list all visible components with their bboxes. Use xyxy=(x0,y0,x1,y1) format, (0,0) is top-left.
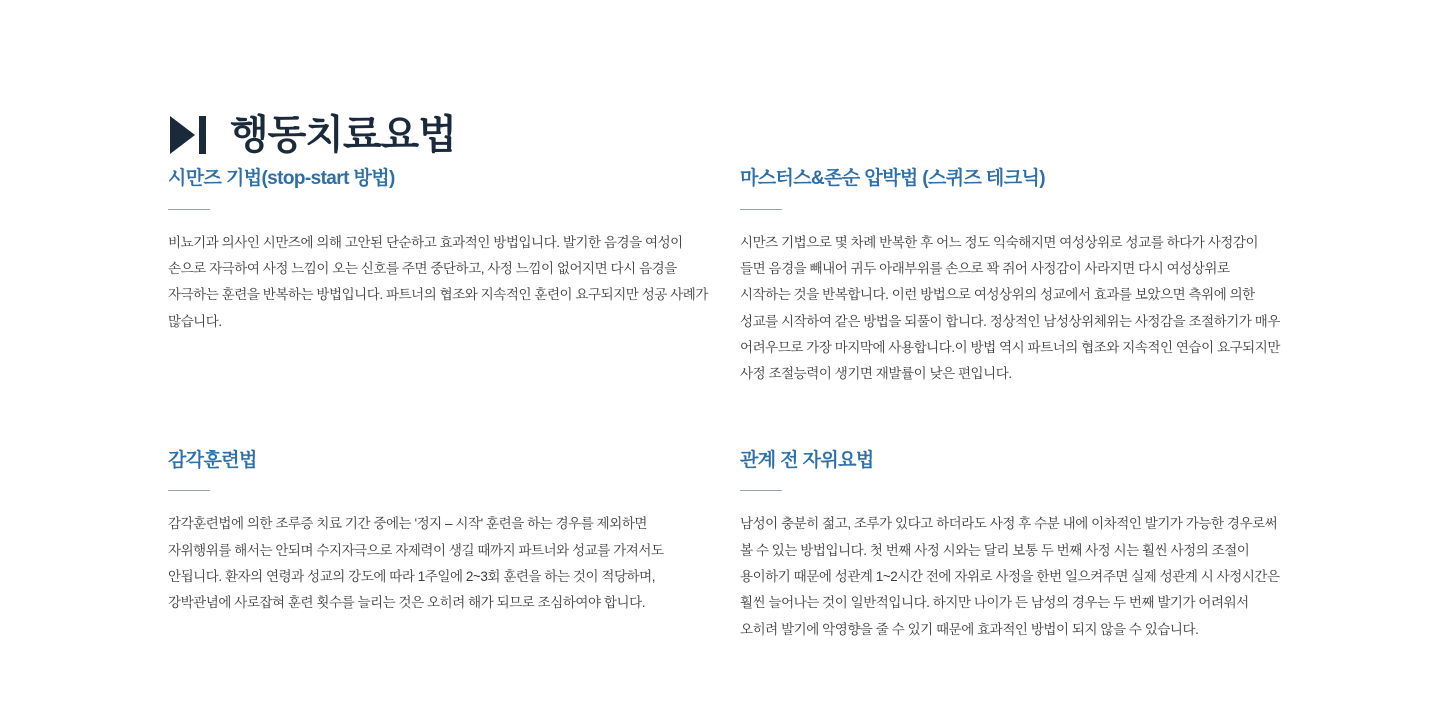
section-card xyxy=(740,168,1280,388)
section-body: 남성이 충분히 젊고, 조루가 있다고 하더라도 사정 후 수분 내에 이차적인 발기가 가능한 경우로써 볼 수 있는 방법입니다. 첫 번째 사정 시와는 달리 보통 두 번째 사정 시는 훨씬 사정의 조절이 용이하기 때문에 성관계 1~2시간 전에 자위로 사정을 한번 일으켜주면 실제 성관계 시 사정시간은 훨씬 늘어나는 것이 일반적입니다. 하지만 나이가 든 남성의 경우는 두 번째 발기가 어려워서 오히려 발기에 악영향을 줄 수 있기 때문에 효과적인 방법이 되지 않을 수 있습니다. xyxy=(740,516,1280,637)
play-triangle-bar-icon xyxy=(168,114,208,156)
section-divider xyxy=(740,490,782,491)
section-divider xyxy=(740,209,782,210)
section-card xyxy=(168,450,708,643)
section-body: 비뇨기과 의사인 시만즈에 의해 고안된 단순하고 효과적인 방법입니다. 발기한 음경을 여성이 손으로 자극하여 사정 느낌이 오는 신호를 주면 중단하고, 사정 느낌이 없어지면 다시 음경을 자극하는 훈련을 반복하는 방법입니다. 파트너의 협조와 지속적인 훈련이 요구되지만 성공 사례가 많습니다. xyxy=(168,234,708,329)
section-divider xyxy=(168,209,210,210)
section-grid xyxy=(168,168,1280,643)
section-body: 시만즈 기법으로 몇 차례 반복한 후 어느 정도 익숙해지면 여성상위로 성교를 하다가 사정감이 들면 음경을 빼내어 귀두 아래부위를 손으로 꽉 쥐어 사정감이 사라지면 다시 여성상위로 시작하는 것을 반복합니다. 이런 방법으로 여성상위의 성교에서 효과를 보았으면 측위에 의한 성교를 시작하여 같은 방법을 되풀이 합니다. 정상적인 남성상위체위는 사정감을 조절하기가 매우 어려우므로 가장 마지막에 사용합니다.이 방법 역시 파트너의 협조와 지속적인 연습이 요구되지만 사정 조절능력이 생기면 재발률이 낮은 편입니다. xyxy=(740,234,1280,382)
page-title: 행동치료요법 xyxy=(230,112,456,157)
section-title: 감각훈련법 xyxy=(168,449,257,471)
section-divider xyxy=(168,490,210,491)
section-title: 관계 전 자위요법 xyxy=(740,449,874,471)
section-card xyxy=(168,168,708,388)
section-card xyxy=(740,450,1280,643)
section-title: 시만즈 기법(stop-start 방법) xyxy=(168,168,395,189)
section-title: 마스터스&존순 압박법 (스퀴즈 테크닉) xyxy=(740,168,1045,189)
section-body: 감각훈련법에 의한 조루증 치료 기간 중에는 '정지 – 시작' 훈련을 하는 경우를 제외하면 자위행위를 해서는 안되며 수지자극으로 자제력이 생길 때까지 파트너와 성교를 가져서도 안됩니다. 환자의 연령과 성교의 강도에 따라 1주일에 2~3회 훈련을 하는 것이 적당하며, 강박관념에 사로잡혀 훈련 횟수를 늘리는 것은 오히려 해가 되므로 조심하여야 합니다. xyxy=(168,516,664,611)
